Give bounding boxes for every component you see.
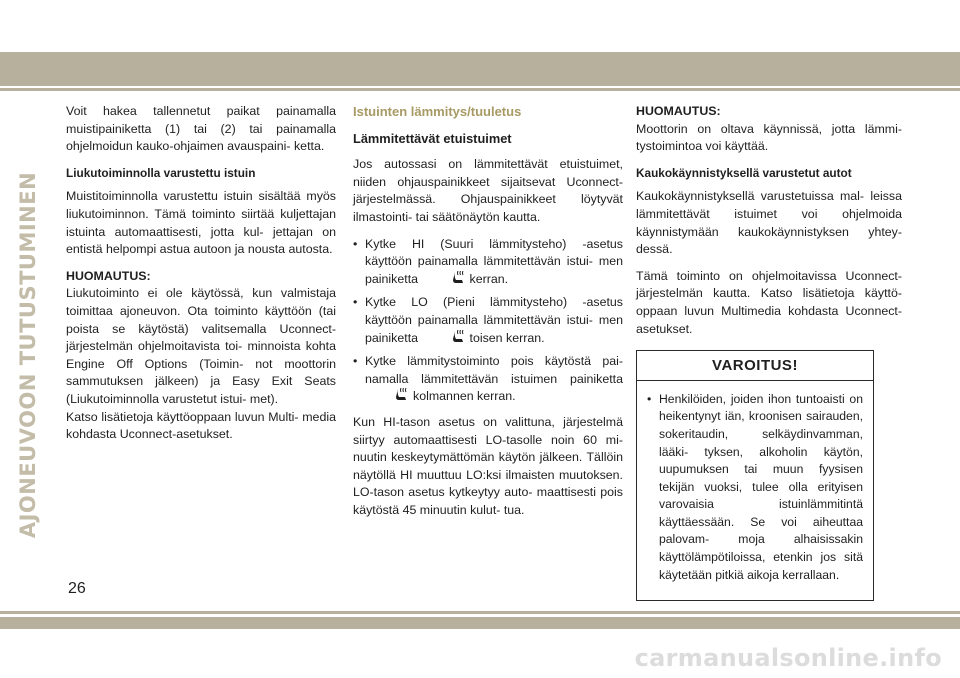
paragraph: Jos autossasi on lämmitettävät etuistuimet, niiden ohjauspainikkeet sijaitsevat Uconnect-järjestelmässä. Ohjauspainikkeet löytyvät ilmastointi- tai säätönäytön kautta. [353, 157, 623, 224]
section-title: Istuinten lämmitys/tuuletus [353, 104, 522, 119]
list-item [353, 236, 623, 289]
warning-list [647, 391, 863, 585]
paragraph: Katso lisätietoja käyttöoppaan luvun Multi- media kohdasta Uconnect-asetukset. [66, 409, 336, 442]
left-column [66, 103, 336, 453]
warning-box [636, 350, 874, 601]
footer-band [0, 617, 960, 629]
heated-seat-icon [450, 330, 466, 344]
paragraph: Kun HI-tason asetus on valittuna, järjestelmä siirtyy automaattisesti LO-tasolle noin 60 mi- nuutin keskeytymättömän käytön jälkeen. Tällöin näytöllä HI muuttuu LO:ksi ilmaisten muutoksen. LO-tason asetus kytkeytyy auto- maattisesti pois käytöstä 45 minuutin kulut- tua. [353, 414, 623, 517]
paragraph: Kaukokäynnistyksellä varustetuissa mal- leissa lämmitettävät istuimet voi ohjelmoida käynnistymään kaukokäynnistyksen yhtey- dessä. [636, 189, 902, 257]
note-heading: HUOMAUTUS: [66, 268, 151, 283]
bullet-list [353, 236, 623, 406]
list-item-text: Kytke HI (Suuri lämmitysteho) -asetus käyttöön painamalla lämmitettävän istui- men painiketta [365, 236, 623, 286]
list-item-suffix: kolmannen kerran. [413, 389, 516, 404]
note-body: Moottorin on oltava käynnissä, jotta lämmi- tystoimintoa voi käyttää. [636, 121, 902, 154]
paragraph: Voit hakea tallennetut paikat painamalla muistipainiketta (1) tai (2) tai painamalla ohjelmoidun kauko-ohjaimen avauspaini- ketta. [66, 104, 336, 154]
list-item-suffix: kerran. [469, 271, 509, 286]
right-column [636, 103, 902, 601]
header-rule [0, 88, 960, 91]
heated-seat-icon [393, 388, 409, 402]
list-item [353, 294, 623, 347]
chapter-side-title: AJONEUVOON TUTUSTUMINEN [16, 171, 40, 539]
subheading: Liukutoiminnolla varustettu istuin [66, 165, 256, 180]
list-item [353, 353, 623, 406]
top-margin [0, 0, 960, 50]
warning-body [637, 381, 873, 601]
warning-title: VAROITUS! [637, 351, 873, 381]
paragraph: Muistitoiminnolla varustettu istuin sisältää myös liukutoiminnon. Tämä toiminto siirtää kuljettajan istuinta automaattisesti, jotta kul- jettajan on entistä helpompi astua autoon ja nousta autosta. [66, 189, 336, 257]
subheading: Kaukokäynnistyksellä varustetut autot [636, 165, 852, 180]
note-heading: HUOMAUTUS: [636, 104, 721, 118]
header-band [0, 52, 960, 86]
list-item-text: Kytke LO (Pieni lämmitysteho) -asetus käyttöön painamalla lämmitettävän istui- men painiketta [365, 295, 623, 345]
watermark: carmanualsonline.info [634, 644, 942, 672]
middle-column [353, 103, 623, 528]
note-body: Liukutoiminto ei ole käytössä, kun valmistaja toimittaa ajoneuvon. Ota toiminto käyttöön (tai poista se käytöstä) valitsemalla Uconnect-järjestelmän ohjelmoitavista toi- minnoista kohta Engine Off Options (Toimin- not moottorin sammutuksen jälkeen) ja Easy Exit Seats (Liukutoiminnolla varustetut istui- met). [66, 286, 336, 406]
subheading: Lämmitettävät etuistuimet [353, 130, 512, 146]
warning-text: • Henkilöiden, joiden ihon tuntoaisti on heikentynyt iän, kroonisen sairauden, sokeritaudin, selkäydinvamman, lääki- tyksen, alkoholin käytön, uupumuksen tai muun fyysisen tekijän vuoksi, tulee olla erityisen varovaisia istuinlämmitintä käyttäessään. Se voi aiheuttaa palovam- moja alhaisissakin käyttölämpötiloissa, etenkin jos sitä käytetään pitkiä aikoja kerrallaan. [647, 391, 863, 585]
heated-seat-icon [450, 271, 466, 285]
list-item-text: Kytke lämmitystoiminto pois käytöstä pai- namalla lämmitettävän istuimen painiketta [365, 354, 623, 386]
list-item-suffix: toisen kerran. [469, 330, 545, 345]
footer-rule [0, 611, 960, 614]
page-number: 26 [68, 580, 86, 597]
paragraph: Tämä toiminto on ohjelmoitavissa Uconnect- järjestelmän kautta. Katso lisätietoja käyttö- oppaan luvun Multimedia kohdasta Uconnect-asetukset. [636, 268, 902, 336]
